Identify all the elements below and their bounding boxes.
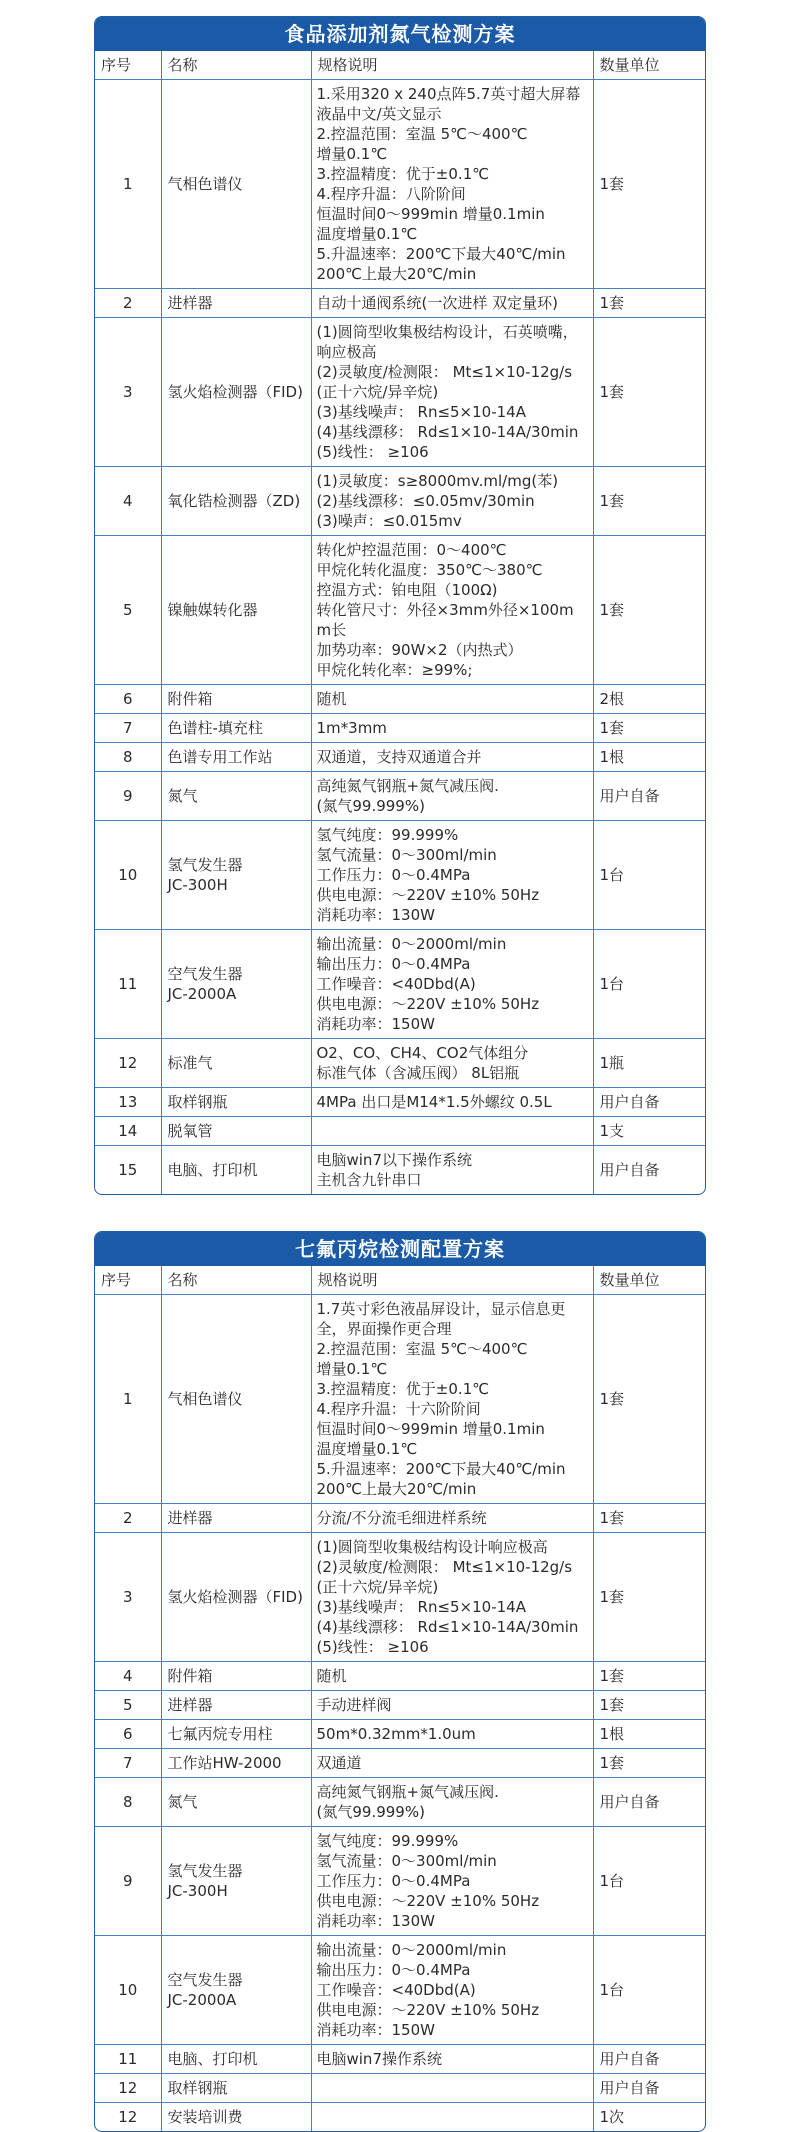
row-number: 7 [95,1749,161,1778]
item-spec [311,1533,593,1662]
row-number: 2 [95,289,161,318]
row-number: 12 [95,2103,161,2132]
item-spec [311,1039,593,1088]
table-row [95,1720,705,1749]
item-quantity: 1套 [593,1749,705,1778]
item-name-line: 氢气发生器 [167,1862,243,1880]
item-name-line: 气相色谱仪 [167,1390,243,1408]
item-name [161,714,311,743]
item-quantity: 用户自备 [593,2045,705,2074]
table-row [95,289,705,318]
row-number: 10 [95,821,161,930]
item-quantity: 1套 [593,714,705,743]
item-name [161,1088,311,1117]
item-quantity: 用户自备 [593,1778,705,1827]
table-row [95,743,705,772]
item-name [161,1936,311,2045]
spec-line: 200℃上最大20℃/min [316,1480,477,1498]
item-name [161,1533,311,1662]
item-quantity: 用户自备 [593,1088,705,1117]
item-spec [311,467,593,536]
item-spec [311,743,593,772]
spec-line: 1.采用320 x 240点阵5.7英寸超大屏幕液晶中文/英文显示 [316,85,581,123]
item-name-line: 附件箱 [167,1667,213,1685]
item-name [161,2074,311,2103]
item-spec [311,80,593,289]
item-name-line: 氮气 [167,787,198,805]
item-spec [311,685,593,714]
spec-line: 4MPa 出口是M14*1.5外螺纹 0.5L [316,1093,552,1111]
row-number: 6 [95,1720,161,1749]
item-name-line: 安装培训费 [167,2108,243,2126]
item-name [161,318,311,467]
table-row [95,536,705,685]
item-name [161,1720,311,1749]
item-quantity: 用户自备 [593,2074,705,2103]
spec-line: 5.升温速率：200℃下最大40℃/min [316,1460,566,1478]
item-name-line: 取样钢瓶 [167,1093,228,1111]
item-name-line: 氢气发生器 [167,856,243,874]
item-spec [311,1504,593,1533]
item-quantity: 1套 [593,1691,705,1720]
item-name [161,80,311,289]
item-name [161,1504,311,1533]
column-header: 序号 [95,51,161,80]
spec-line: 氢气纯度：99.999% [316,826,459,844]
item-quantity: 2根 [593,685,705,714]
spec-line: 电脑win7操作系统 [316,2050,442,2068]
spec-line: 甲烷化转化率：≥99%; [316,661,473,679]
spec-line: 随机 [316,1667,347,1685]
item-name [161,930,311,1039]
row-number: 1 [95,80,161,289]
item-name-line: 进样器 [167,1509,213,1527]
item-quantity: 1套 [593,467,705,536]
item-name [161,1691,311,1720]
item-spec [311,2045,593,2074]
spec-line: 2.控温范围：室温 5℃～400℃ [316,1340,528,1358]
spec-line: 3.控温精度：优于±0.1℃ [316,165,490,183]
item-spec [311,1749,593,1778]
row-number: 6 [95,685,161,714]
spec-line: 主机含九针串口 [316,1171,422,1189]
row-number: 4 [95,1662,161,1691]
row-number: 12 [95,2074,161,2103]
item-spec [311,1827,593,1936]
spec-line: (4)基线漂移： Rd≤1×10-14A/30min [316,423,579,441]
item-spec [311,714,593,743]
item-name-line: 附件箱 [167,690,213,708]
item-name [161,1778,311,1827]
item-quantity: 1台 [593,1936,705,2045]
row-number: 8 [95,743,161,772]
spec-line: (2)灵敏度/检测限： Mt≤1×10-12g/s (正十六烷/异辛烷) [316,363,577,401]
item-name-line: JC-300H [167,1882,228,1900]
spec-line: 控温方式：铂电阻（100Ω) [316,581,498,599]
spec-line: 随机 [316,690,347,708]
table-row [95,1778,705,1827]
spec-line: (1)圆筒型收集极结构设计，石英喷嘴，响应极高 [316,323,578,361]
spec-table-card [94,16,706,1195]
spec-line: 标准气体（含减压阀） 8L铝瓶 [316,1064,520,1082]
row-number: 1 [95,1295,161,1504]
table-row [95,2074,705,2103]
item-name [161,2045,311,2074]
item-spec [311,1691,593,1720]
spec-line: 氢气纯度：99.999% [316,1832,459,1850]
item-quantity: 1套 [593,289,705,318]
spec-line: 输出压力：0～0.4MPa [316,955,471,973]
spec-table-card [94,1231,706,2132]
item-name-line: 工作站HW-2000 [167,1754,282,1772]
row-number: 15 [95,1146,161,1195]
column-header: 规格说明 [311,1266,593,1295]
table-row [95,1749,705,1778]
column-header: 名称 [161,1266,311,1295]
item-name [161,685,311,714]
item-name-line: 氢火焰检测器（FID) [167,383,303,401]
item-name [161,1827,311,1936]
spec-line: (1)灵敏度：s≥8000mv.ml/mg(苯) [316,472,559,490]
item-name [161,1117,311,1146]
item-name-line: 电脑、打印机 [167,2050,258,2068]
spec-line: (3)噪声：≤0.015mv [316,512,462,530]
item-name [161,821,311,930]
spec-line: 双通道 [316,1754,362,1772]
spec-line: 供电电源：～220V ±10% 50Hz [316,995,540,1013]
spec-line: 输出流量：0～2000ml/min [316,1941,507,1959]
item-name [161,743,311,772]
spec-line: 手动进样阀 [316,1696,392,1714]
item-name [161,536,311,685]
spec-line: 温度增量0.1℃ [316,225,418,243]
row-number: 7 [95,714,161,743]
spec-line: 自动十通阀系统(一次进样 双定量环) [316,294,558,312]
item-quantity: 1瓶 [593,1039,705,1088]
item-name-line: 空气发生器 [167,965,243,983]
spec-line: 加势功率：90W×2（内热式） [316,641,523,659]
spec-line: 2.控温范围：室温 5℃～400℃ [316,125,528,143]
item-name-line: 色谱专用工作站 [167,748,273,766]
item-spec [311,1778,593,1827]
item-quantity: 1套 [593,536,705,685]
item-spec [311,930,593,1039]
table-row [95,467,705,536]
spec-line: (氮气99.999%) [316,797,425,815]
item-name-line: 脱氧管 [167,1122,213,1140]
spec-line: 甲烷化转化温度：350℃～380℃ [316,561,543,579]
item-name-line: 色谱柱-填充柱 [167,719,263,737]
item-spec [311,772,593,821]
spec-line: 输出流量：0～2000ml/min [316,935,507,953]
item-name-line: 氢火焰检测器（FID) [167,1588,303,1606]
item-spec [311,1720,593,1749]
spec-line: 消耗功率：150W [316,2021,435,2039]
table-title: 七氟丙烷检测配置方案 [95,1232,705,1266]
item-quantity: 1套 [593,1295,705,1504]
item-name [161,772,311,821]
spec-line: (2)基线漂移：≤0.05mv/30min [316,492,535,510]
item-quantity: 1次 [593,2103,705,2132]
spec-line: 恒温时间0～999min 增量0.1min [316,1420,545,1438]
column-header: 名称 [161,51,311,80]
table-row [95,318,705,467]
table-row [95,1117,705,1146]
table-title: 食品添加剂氮气检测方案 [95,17,705,51]
item-name [161,289,311,318]
item-name-line: 标准气 [167,1054,213,1072]
row-number: 5 [95,1691,161,1720]
spec-line: (4)基线漂移： Rd≤1×10-14A/30min [316,1618,579,1636]
item-name [161,1039,311,1088]
item-name-line: 进样器 [167,1696,213,1714]
item-quantity: 1套 [593,1504,705,1533]
spec-line: 温度增量0.1℃ [316,1440,418,1458]
item-name [161,1295,311,1504]
spec-line: 工作噪音：<40Dbd(A) [316,975,476,993]
spec-line: 增量0.1℃ [316,1360,388,1378]
item-name-line: 七氟丙烷专用柱 [167,1725,273,1743]
item-spec [311,1295,593,1504]
table-row [95,714,705,743]
spec-line: O2、CO、CH4、CO2气体组分 [316,1044,529,1062]
item-quantity: 用户自备 [593,772,705,821]
row-number: 3 [95,1533,161,1662]
table-row [95,685,705,714]
item-name-line: 空气发生器 [167,1971,243,1989]
header-row [95,1266,705,1295]
table-row [95,1936,705,2045]
spec-line: 增量0.1℃ [316,145,388,163]
item-quantity: 1套 [593,1662,705,1691]
item-quantity: 1台 [593,821,705,930]
table-row [95,821,705,930]
item-name-line: 取样钢瓶 [167,2079,228,2097]
column-header: 数量单位 [593,1266,705,1295]
table-row [95,1146,705,1195]
item-spec [311,536,593,685]
item-spec [311,821,593,930]
item-name-line: JC-2000A [167,1991,237,2009]
row-number: 11 [95,930,161,1039]
spec-line: 4.程序升温：八阶阶间 [316,185,466,203]
item-quantity: 1套 [593,318,705,467]
spec-line: 供电电源：～220V ±10% 50Hz [316,886,540,904]
row-number: 10 [95,1936,161,2045]
item-name-line: JC-300H [167,876,228,894]
spec-line: 高纯氮气钢瓶+氮气减压阀. [316,777,499,795]
spec-line: 1m*3mm [316,719,387,737]
item-name-line: 进样器 [167,294,213,312]
spec-line: 1.7英寸彩色液晶屏设计，显示信息更全，界面操作更合理 [316,1300,566,1338]
spec-line: (1)圆筒型收集极结构设计响应极高 [316,1538,548,1556]
table-row [95,80,705,289]
spec-line: (5)线性： ≥106 [316,1638,429,1656]
spec-line: 输出压力：0～0.4MPa [316,1961,471,1979]
table-row [95,1088,705,1117]
row-number: 2 [95,1504,161,1533]
item-name-line: 氧化锆检测器（ZD) [167,492,301,510]
row-number: 13 [95,1088,161,1117]
table-row [95,1533,705,1662]
spec-line: 恒温时间0～999min 增量0.1min [316,205,545,223]
item-name [161,1662,311,1691]
spec-line: 工作压力：0～0.4MPa [316,1872,471,1890]
spec-line: (3)基线噪声： Rn≤5×10-14A [316,403,526,421]
row-number: 5 [95,536,161,685]
row-number: 12 [95,1039,161,1088]
item-spec [311,289,593,318]
table-row [95,1039,705,1088]
table-row [95,2045,705,2074]
header-row [95,51,705,80]
spec-line: 消耗功率：130W [316,906,435,924]
column-header: 序号 [95,1266,161,1295]
item-quantity: 1根 [593,743,705,772]
spec-line: 氢气流量：0～300ml/min [316,1852,497,1870]
spec-line: 供电电源：～220V ±10% 50Hz [316,2001,540,2019]
row-number: 9 [95,772,161,821]
item-quantity: 1台 [593,930,705,1039]
spec-line: 4.程序升温：十六阶阶间 [316,1400,481,1418]
table-row [95,1662,705,1691]
item-name [161,467,311,536]
item-name-line: 镍触媒转化器 [167,601,258,619]
spec-line: 50m*0.32mm*1.0um [316,1725,476,1743]
item-spec [311,1662,593,1691]
spec-line: 转化管尺寸：外径×3mm外径×100mm长 [316,601,574,639]
item-name [161,1146,311,1195]
spec-line: (2)灵敏度/检测限： Mt≤1×10-12g/s (正十六烷/异辛烷) [316,1558,577,1596]
spec-line: 3.控温精度：优于±0.1℃ [316,1380,490,1398]
row-number: 3 [95,318,161,467]
item-quantity: 用户自备 [593,1146,705,1195]
spec-line: 双通道，支持双通道合并 [316,748,482,766]
spec-line: 供电电源：～220V ±10% 50Hz [316,1892,540,1910]
table-row [95,772,705,821]
spec-line: (5)线性： ≥106 [316,443,429,461]
spec-line: 200℃上最大20℃/min [316,265,477,283]
item-quantity: 1根 [593,1720,705,1749]
row-number: 14 [95,1117,161,1146]
spec-line: 分流/不分流毛细进样系统 [316,1509,487,1527]
item-name-line: 氮气 [167,1793,198,1811]
item-quantity: 1套 [593,80,705,289]
table-row [95,1691,705,1720]
spec-line: 高纯氮气钢瓶+氮气减压阀. [316,1783,499,1801]
item-quantity: 1套 [593,1533,705,1662]
row-number: 4 [95,467,161,536]
table-row [95,1827,705,1936]
spec-line: 转化炉控温范围：0～400℃ [316,541,507,559]
column-header: 数量单位 [593,51,705,80]
item-spec [311,1146,593,1195]
spec-line: (3)基线噪声： Rn≤5×10-14A [316,1598,526,1616]
row-number: 11 [95,2045,161,2074]
spec-line: (氮气99.999%) [316,1803,425,1821]
item-name-line: 电脑、打印机 [167,1161,258,1179]
spec-line: 消耗功率：130W [316,1912,435,1930]
spec-line: 5.升温速率：200℃下最大40℃/min [316,245,566,263]
table-row [95,1295,705,1504]
spec-table [95,1266,705,2131]
table-row [95,1504,705,1533]
spec-line: 工作噪音：<40Dbd(A) [316,1981,476,1999]
row-number: 9 [95,1827,161,1936]
item-spec [311,318,593,467]
item-quantity: 1台 [593,1827,705,1936]
item-spec [311,1936,593,2045]
spec-line: 消耗功率：150W [316,1015,435,1033]
item-spec [311,1088,593,1117]
item-name-line: JC-2000A [167,985,237,1003]
item-name [161,1749,311,1778]
spec-table [95,51,705,1194]
row-number: 8 [95,1778,161,1827]
spec-line: 电脑win7以下操作系统 [316,1151,472,1169]
item-name-line: 气相色谱仪 [167,175,243,193]
spec-line: 氢气流量：0～300ml/min [316,846,497,864]
item-spec [311,1117,593,1146]
spec-line: 工作压力：0～0.4MPa [316,866,471,884]
column-header: 规格说明 [311,51,593,80]
item-quantity: 1支 [593,1117,705,1146]
table-row [95,930,705,1039]
item-spec [311,2074,593,2103]
